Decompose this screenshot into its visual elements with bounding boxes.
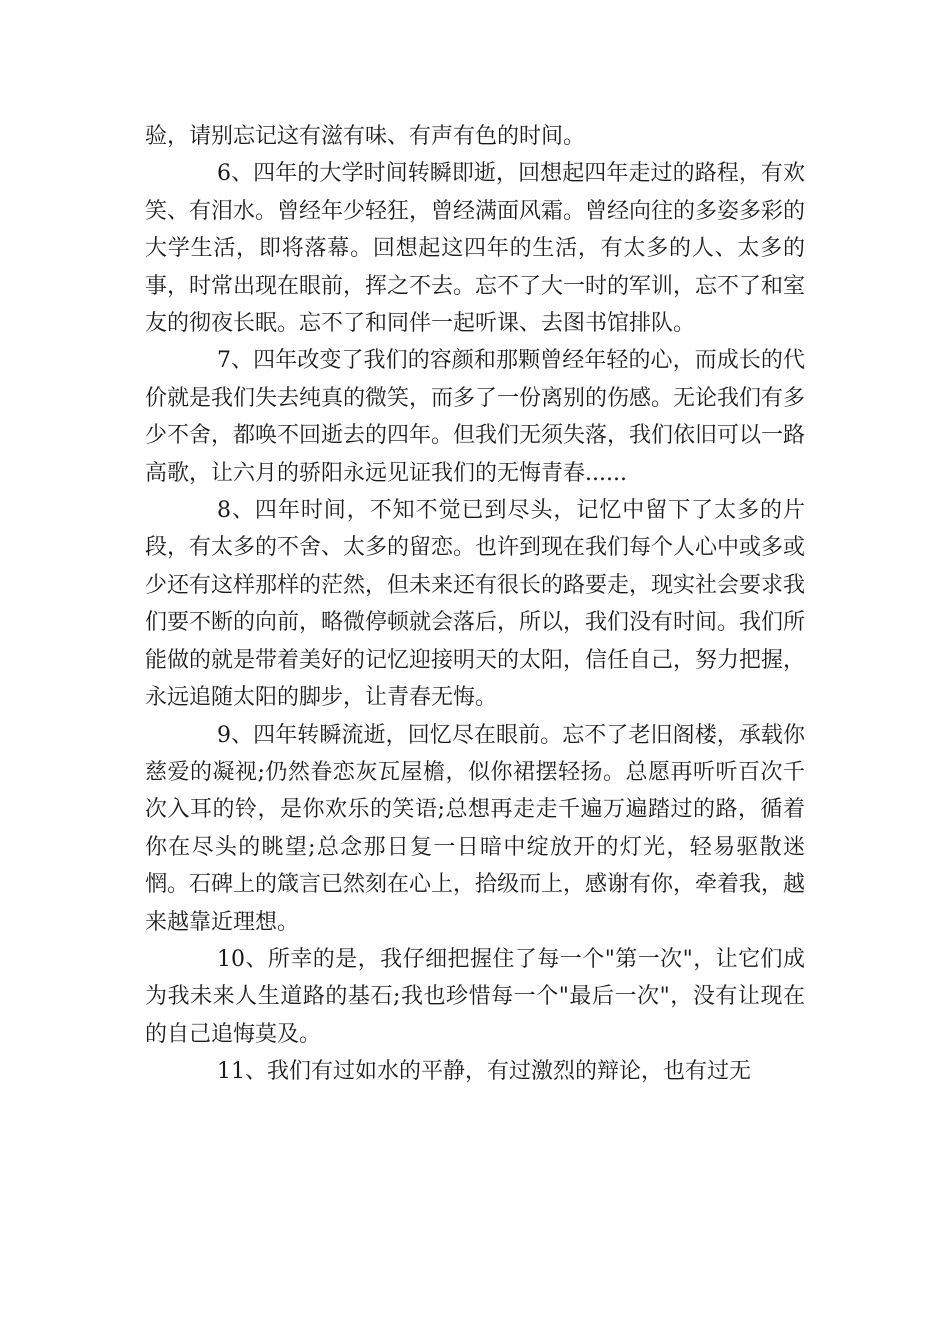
- paragraph-item-9: 9、四年转瞬流逝，回忆尽在眼前。忘不了老旧阁楼，承载你慈爱的凝视;仍然眷恋灰瓦屋檐，似你裙摆轻扬。总愿再听听百次千次入耳的铃，是你欢乐的笑语;总想再走走千遍万遍踏过的路，循着你在尽头的眺望;总念那日复一日暗中绽放开的灯光，轻易驱散迷惘。石碑上的箴言已然刻在心上，拾级而上，感谢有你，牵着我，越来越靠近理想。: [145, 722, 806, 935]
- paragraph-item-8: 8、四年时间，不知不觉已到尽头，记忆中留下了太多的片段，有太多的不舍、太多的留恋。也许到现在我们每个人心中或多或少还有这样那样的茫然，但未来还有很长的路要走，现实社会要求我们要不断的向前，略微停顿就会落后，所以，我们没有时间。我们所能做的就是带着美好的记忆迎接明天的太阳，信任自己，努力把握，永远追随太阳的脚步，让青春无悔。: [145, 498, 806, 711]
- paragraph-item-6: 6、四年的大学时间转瞬即逝，回想起四年走过的路程，有欢笑、有泪水。曾经年少轻狂，曾经满面风霜。曾经向往的多姿多彩的大学生活，即将落幕。回想起这四年的生活，有太多的人、太多的事，时常出现在眼前，挥之不去。忘不了大一时的军训，忘不了和室友的彻夜长眠。忘不了和同伴一起听课、去图书馆排队。: [145, 161, 806, 337]
- document-body: [145, 118, 805, 1091]
- paragraph-continuation: 验，请别忘记这有滋有味、有声有色的时间。: [145, 124, 586, 149]
- paragraph-item-10: 10、所幸的是，我仔细把握住了每一个"第一次"，让它们成为我未来人生道路的基石;我也珍惜每一个"最后一次"，没有让现在的自己追悔莫及。: [145, 946, 805, 1047]
- paragraph-item-7: 7、四年改变了我们的容颜和那颗曾经年轻的心，而成长的代价就是我们失去纯真的微笑，而多了一份离别的伤感。无论我们有多少不舍，都唤不回逝去的四年。但我们无须失落，我们依旧可以一路高歌，让六月的骄阳永远见证我们的无悔青春......: [145, 348, 806, 486]
- paragraph-item-11: 11、我们有过如水的平静，有过激烈的辩论，也有过无: [217, 1059, 751, 1085]
